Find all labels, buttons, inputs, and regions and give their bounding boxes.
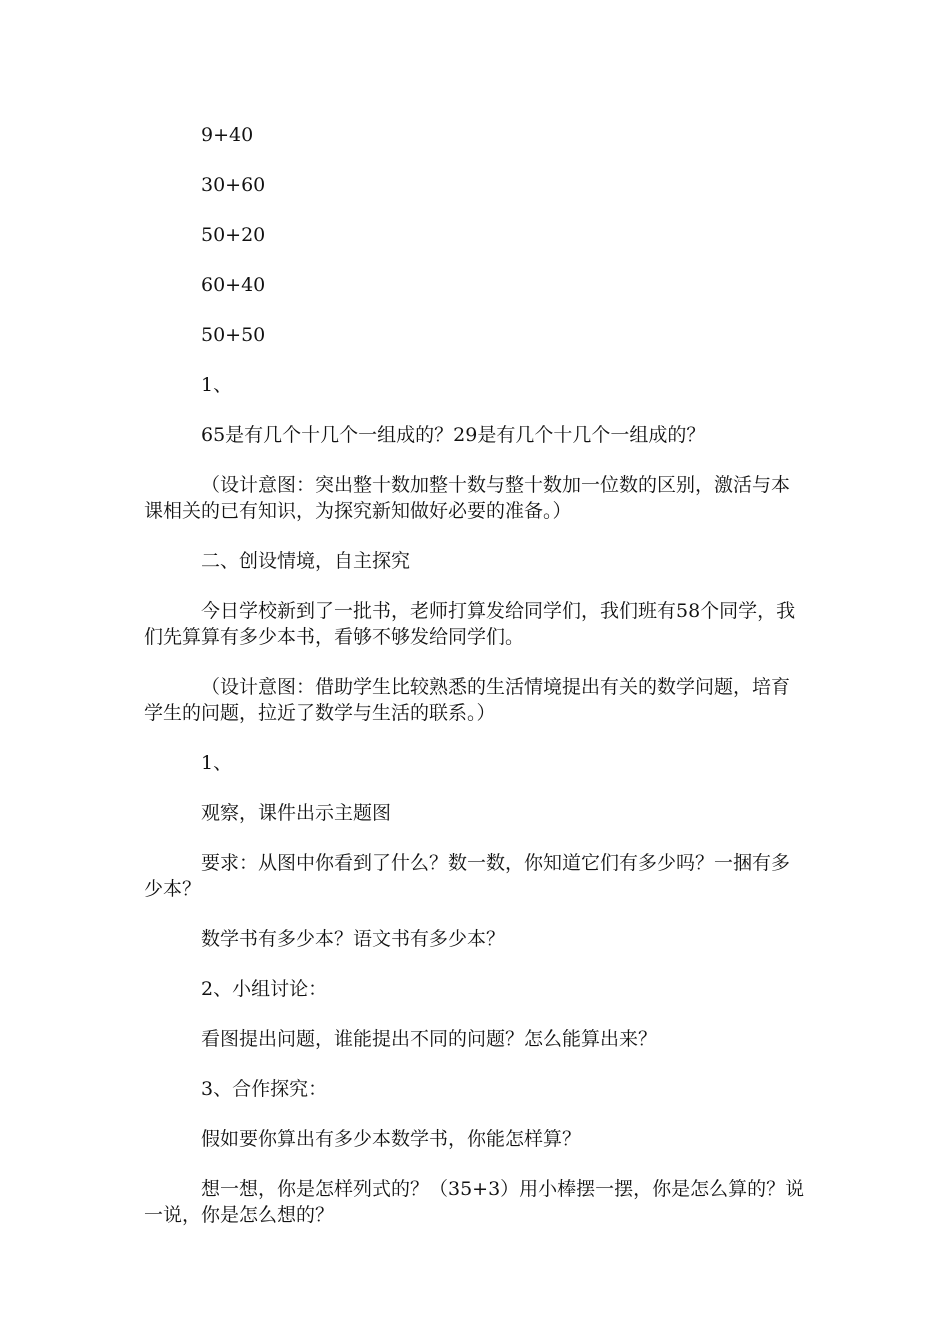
paragraph: 65是有几个十几个一组成的？29是有几个十几个一组成的？ — [201, 424, 706, 446]
paragraph: 看图提出问题，谁能提出不同的问题？怎么能算出来？ — [201, 1028, 658, 1050]
paragraph: （设计意图：借助学生比较熟悉的生活情境提出有关的数学问题，培育学生的问题，拉近了数学与生活的联系。） — [144, 676, 791, 724]
paragraph: 1、 — [201, 374, 233, 396]
paragraph: 50+50 — [201, 324, 266, 346]
paragraph: 今日学校新到了一批书，老师打算发给同学们，我们班有58个同学，我们先算算有多少本书，看够不够发给同学们。 — [144, 600, 796, 648]
paragraph: 假如要你算出有多少本数学书，你能怎样算？ — [201, 1128, 582, 1150]
paragraph: 想一想，你是怎样列式的？（35+3）用小棒摆一摆，你是怎么算的？说一说，你是怎么想的？ — [144, 1178, 805, 1226]
paragraph: 50+20 — [201, 224, 266, 246]
paragraph: 2、小组讨论： — [201, 978, 328, 1000]
paragraph: 3、合作探究： — [201, 1078, 328, 1100]
paragraph: 9+40 — [201, 124, 254, 146]
document-body — [144, 122, 808, 1252]
section-heading: 二、创设情境，自主探究 — [201, 550, 411, 572]
paragraph: 60+40 — [201, 274, 266, 296]
paragraph: 观察，课件出示主题图 — [201, 802, 392, 824]
paragraph: 1、 — [201, 752, 233, 774]
paragraph: 要求：从图中你看到了什么？数一数，你知道它们有多少吗？一捆有多少本？ — [144, 852, 791, 900]
paragraph: 30+60 — [201, 174, 266, 196]
paragraph: （设计意图：突出整十数加整十数与整十数加一位数的区别，激活与本课相关的已有知识，为探究新知做好必要的准备。） — [144, 474, 791, 522]
paragraph: 数学书有多少本？语文书有多少本？ — [201, 928, 506, 950]
